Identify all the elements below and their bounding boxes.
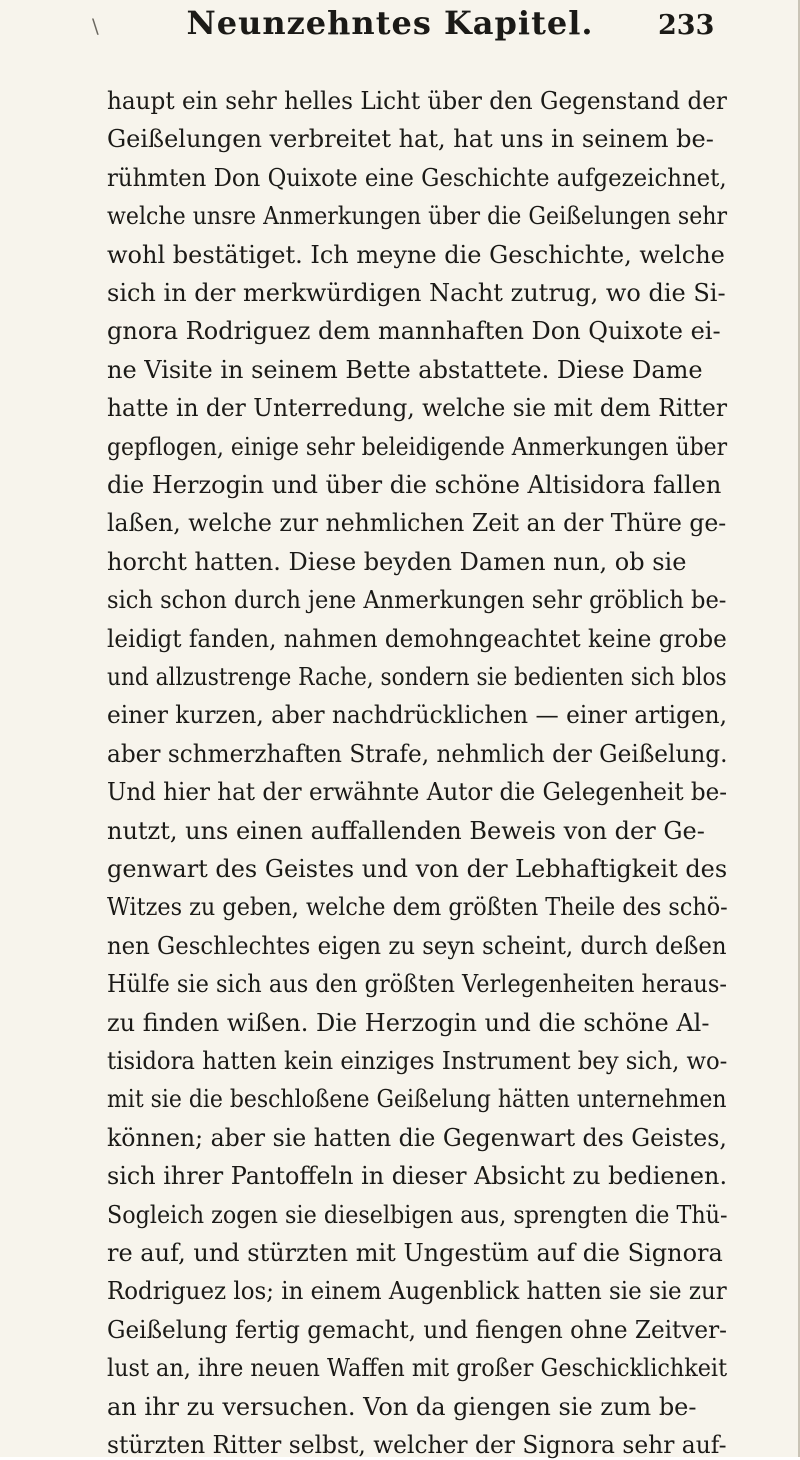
text-line: gepflogen, einige sehr beleidigende Anmerkungen über xyxy=(107,432,728,461)
text-line: laßen, welche zur nehmlichen Zeit an der Thüre ge- xyxy=(107,509,727,538)
page-number: 233 xyxy=(658,10,715,41)
text-line: nutzt, uns einen auffallenden Beweis von der Ge- xyxy=(107,816,705,845)
text-line: rühmten Don Quixote eine Geschichte aufgezeichnet, xyxy=(107,163,727,192)
body-text xyxy=(0,50,800,1459)
text-line: lust an, ihre neuen Waffen mit großer Geschicklichkeit xyxy=(107,1354,728,1383)
text-line: sich in der merkwürdigen Nacht zutrug, wo die Si- xyxy=(107,279,726,307)
text-line: Rodriguez los; in einem Augenblick hatten sie sie zur xyxy=(107,1277,727,1306)
text-line: genwart des Geistes und von der Lebhaftigkeit des xyxy=(107,855,728,883)
text-line: einer kurzen, aber nachdrücklichen — einer artigen, xyxy=(107,701,727,730)
text-line: gnora Rodriguez dem mannhaften Don Quixote ei- xyxy=(107,317,721,346)
running-head: Neunzehntes Kapitel. xyxy=(186,4,594,42)
text-line: horcht hatten. Diese beyden Damen nun, ob sie xyxy=(107,547,687,576)
text-line: tisidora hatten kein einziges Instrument bey sich, wo- xyxy=(107,1047,728,1075)
text-line: und allzustrenge Rache, sondern sie bedienten sich blos xyxy=(107,663,727,691)
text-line: an ihr zu versuchen. Von da giengen sie zum be- xyxy=(107,1392,697,1421)
text-line: die Herzogin und über die schöne Altisidora fallen xyxy=(107,471,722,499)
text-line: Hülfe sie sich aus den größten Verlegenheiten heraus- xyxy=(107,970,727,999)
text-line: wohl bestätiget. Ich meyne die Geschichte, welche xyxy=(107,240,725,269)
text-line: mit sie die beschloßene Geißelung hätten unternehmen xyxy=(107,1085,727,1114)
text-line: haupt ein sehr helles Licht über den Gegenstand der xyxy=(107,87,727,115)
text-line: welche unsre Anmerkungen über die Geißelungen sehr xyxy=(107,202,728,231)
text-line: hatte in der Unterredung, welche sie mit dem Ritter xyxy=(107,394,728,423)
text-line: ne Visite in seinem Bette abstattete. Diese Dame xyxy=(107,355,703,384)
text-line: leidigt fanden, nahmen demohngeachtet keine grobe xyxy=(107,624,727,653)
text-line: sich ihrer Pantoffeln in dieser Absicht zu bedienen. xyxy=(107,1162,728,1191)
text-line: sich schon durch jene Anmerkungen sehr gröblich be- xyxy=(107,586,727,615)
text-line: re auf, und stürzten mit Ungestüm auf die Signora xyxy=(107,1239,723,1267)
text-line: aber schmerzhaften Strafe, nehmlich der Geißelung. xyxy=(107,739,728,768)
text-line: Geißelungen verbreitet hat, hat uns in seinem be- xyxy=(107,125,714,154)
text-line: Sogleich zogen sie dieselbigen aus, sprengten die Thü- xyxy=(107,1200,728,1229)
text-line: können; aber sie hatten die Gegenwart des Geistes, xyxy=(107,1123,727,1152)
text-line: Witzes zu geben, welche dem größten Theile des schö- xyxy=(107,893,728,922)
text-line: zu finden wißen. Die Herzogin und die schöne Al- xyxy=(107,1008,710,1037)
margin-mark: \ xyxy=(92,14,99,38)
text-line: Und hier hat der erwähnte Autor die Gelegenheit be- xyxy=(107,778,727,807)
text-line: Geißelung fertig gemacht, und fiengen ohne Zeitver- xyxy=(107,1315,727,1344)
text-line: stürzten Ritter selbst, welcher der Signora sehr auf- xyxy=(107,1431,727,1459)
text-line: nen Geschlechtes eigen zu seyn scheint, durch deßen xyxy=(107,931,727,960)
